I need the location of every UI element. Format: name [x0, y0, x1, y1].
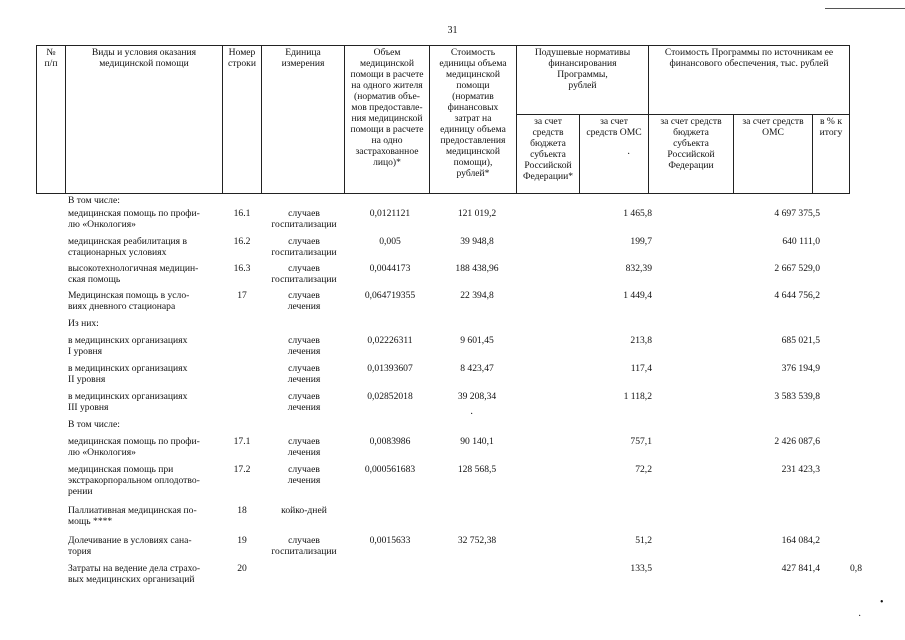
- header-norm-oms: за счет средств ОМС: [580, 115, 649, 194]
- cell-care-type: медицинская реабилитация в стационарных условиях: [68, 236, 188, 258]
- header-number: № п/п: [37, 46, 66, 194]
- cell-program-percent: 0,8: [850, 563, 862, 574]
- cell-unit: случаев лечения: [287, 363, 321, 385]
- cell-care-type: медицинская помощь при экстракорпоральном оплодотво- рении: [68, 464, 200, 497]
- cell-volume: 0,01393607: [367, 363, 413, 374]
- cell-care-type: высокотехнологичная медицин- ская помощь: [68, 263, 199, 285]
- header-row-number: Номер строки: [223, 46, 262, 194]
- header-volume: Объем медицинской помощи в расчете на одного жителя (норматив объе- мов предоставле- ния медицинской помощи в расчете на одно застрахованное лицо)*: [345, 46, 430, 194]
- cell-norm-oms: 1 465,8: [623, 208, 652, 219]
- cell-volume: 0,064719355: [364, 290, 416, 301]
- header-program-oms: за счет средств ОМС: [734, 115, 813, 194]
- cell-care-type: Из них:: [68, 318, 99, 329]
- cell-program-oms: 640 111,0: [782, 236, 820, 247]
- scan-dot: ·: [627, 149, 631, 160]
- cell-unit-cost: 90 140,1: [460, 436, 494, 447]
- cell-row-number: 16.1: [233, 208, 251, 219]
- cell-unit: случаев лечения: [287, 391, 321, 413]
- table-row: [36, 505, 872, 531]
- cell-care-type: медицинская помощь по профи- лю «Онкология»: [68, 208, 200, 230]
- cell-norm-oms: 117,4: [630, 363, 652, 374]
- header-unit: Единица измерения: [262, 46, 345, 194]
- cell-care-type: в медицинских организациях I уровня: [68, 335, 188, 357]
- table-row: [36, 335, 872, 361]
- cell-row-number: 16.3: [233, 263, 251, 274]
- cell-row-number: 20: [237, 563, 247, 574]
- table-row: [36, 419, 872, 434]
- cell-volume: 0,02852018: [367, 391, 413, 402]
- header-program-percent: в % к итогу: [813, 115, 850, 194]
- cell-program-oms: 231 423,3: [781, 464, 820, 475]
- cell-program-oms: 2 667 529,0: [774, 263, 820, 274]
- cell-unit: случаев госпитализации: [271, 236, 337, 258]
- cell-unit: случаев госпитализации: [271, 263, 337, 285]
- scan-dot: ·: [470, 409, 474, 420]
- page-number: 31: [447, 25, 458, 36]
- cell-unit: койко-дней: [281, 505, 327, 516]
- table-row: [36, 195, 872, 206]
- cell-norm-oms: 1 449,4: [623, 290, 652, 301]
- table-row: [36, 563, 872, 589]
- cell-volume: 0,0083986: [369, 436, 411, 447]
- scan-dot: •: [880, 597, 884, 608]
- cell-row-number: 17: [237, 290, 247, 301]
- scan-dot: ·: [858, 611, 862, 622]
- table-row: [36, 236, 872, 262]
- table-row: [36, 363, 872, 389]
- cell-norm-oms: 51,2: [635, 535, 652, 546]
- cell-program-oms: 685 021,5: [781, 335, 820, 346]
- cell-care-type: Долечивание в условиях сана- тория: [68, 535, 192, 557]
- cell-care-type: Затраты на ведение дела страхо- вых медицинских организаций: [68, 563, 201, 585]
- cell-unit: случаев госпитализации: [271, 208, 337, 230]
- cell-care-type: В том числе:: [68, 419, 120, 430]
- table-header: [36, 45, 850, 194]
- table-row: [36, 535, 872, 561]
- cell-volume: 0,0044173: [369, 263, 411, 274]
- cell-unit-cost: 128 568,5: [457, 464, 497, 475]
- cell-unit-cost: 39 948,8: [460, 236, 494, 247]
- cell-unit-cost: 121 019,2: [457, 208, 497, 219]
- table-row: [36, 436, 872, 462]
- table-row: [36, 391, 872, 417]
- cell-care-type: в медицинских организациях II уровня: [68, 363, 188, 385]
- header-unit-cost: Стоимость единицы объема медицинской помощи (норматив финансовых затрат на единицу объема предоставления медицинской помощи), рублей*: [430, 46, 517, 194]
- cell-care-type: Медицинская помощь в усло- виях дневного стационара: [68, 290, 190, 312]
- cell-unit: случаев лечения: [287, 335, 321, 357]
- corner-rule: [825, 8, 905, 9]
- cell-care-type: В том числе:: [68, 195, 120, 206]
- cell-unit: случаев лечения: [287, 290, 321, 312]
- cell-row-number: 18: [237, 505, 247, 516]
- table-row: [36, 290, 872, 316]
- cell-volume: 0,02226311: [367, 335, 413, 346]
- cell-norm-oms: 133,5: [630, 563, 652, 574]
- cell-care-type: Паллиативная медицинская по- мощь ****: [68, 505, 197, 527]
- cell-program-oms: 164 084,2: [781, 535, 820, 546]
- cell-unit: случаев лечения: [287, 436, 321, 458]
- cell-norm-oms: 757,1: [630, 436, 652, 447]
- cell-norm-oms: 213,8: [630, 335, 652, 346]
- table-row: [36, 464, 872, 501]
- table-row: [36, 263, 872, 289]
- cell-unit-cost: 22 394,8: [460, 290, 494, 301]
- header-norm-budget: за счет средств бюджета субъекта Российской Федерации*: [517, 115, 580, 194]
- header-care-type: Виды и условия оказания медицинской помощи: [66, 46, 223, 194]
- cell-unit: случаев лечения: [287, 464, 321, 486]
- cell-program-oms: 4 644 756,2: [774, 290, 820, 301]
- cell-row-number: 17.1: [233, 436, 251, 447]
- cell-care-type: медицинская помощь по профи- лю «Онкология»: [68, 436, 200, 458]
- cell-unit: случаев госпитализации: [271, 535, 337, 557]
- cell-volume: 0,0121121: [369, 208, 411, 219]
- cell-unit-cost: 188 438,96: [455, 263, 499, 274]
- header-program-budget: за счет средств бюджета субъекта Российской Федерации: [649, 115, 734, 194]
- cell-program-oms: 427 841,4: [781, 563, 820, 574]
- cell-row-number: 17.2: [233, 464, 251, 475]
- cell-unit-cost: 9 601,45: [460, 335, 494, 346]
- table-body: [36, 195, 872, 589]
- cell-program-oms: 376 194,9: [781, 363, 820, 374]
- cell-row-number: 19: [237, 535, 247, 546]
- cell-norm-oms: 199,7: [630, 236, 652, 247]
- cell-program-oms: 2 426 087,6: [774, 436, 820, 447]
- header-per-capita-norms: Подушевые нормативы финансирования Программы, рублей: [517, 46, 649, 115]
- cell-program-oms: 4 697 375,5: [774, 208, 820, 219]
- cell-unit-cost: 8 423,47: [460, 363, 494, 374]
- cell-unit-cost: 39 208,34: [457, 391, 497, 402]
- cell-norm-oms: 72,2: [635, 464, 652, 475]
- cell-care-type: в медицинских организациях III уровня: [68, 391, 188, 413]
- table-row: [36, 208, 872, 234]
- table-row: [36, 318, 872, 333]
- cell-unit-cost: 32 752,38: [457, 535, 497, 546]
- cell-volume: 0,005: [379, 236, 401, 247]
- cell-program-oms: 3 583 539,8: [774, 391, 820, 402]
- cell-volume: 0,000561683: [364, 464, 416, 475]
- cell-volume: 0,0015633: [369, 535, 411, 546]
- cell-row-number: 16.2: [233, 236, 251, 247]
- cell-norm-oms: 1 118,2: [623, 391, 652, 402]
- cell-norm-oms: 832,39: [625, 263, 652, 274]
- header-program-cost: Стоимость Программы по источникам ее финансового обеспечения, тыс. рублей: [649, 46, 850, 115]
